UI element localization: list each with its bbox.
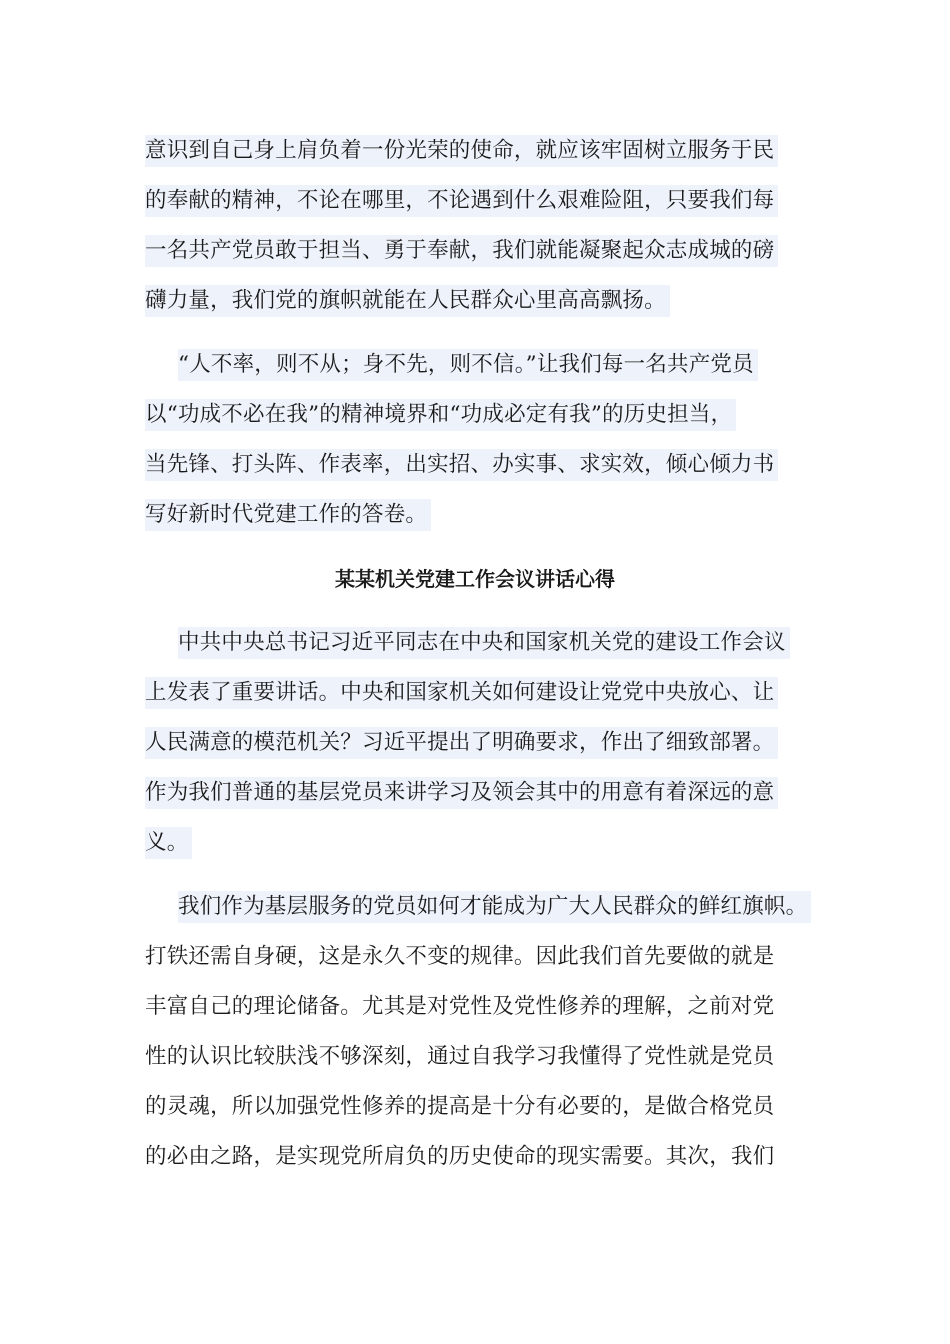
paragraph-2-line-1: “人不率，则不从；身不先，则不信。”让我们每一名共产党员 — [178, 349, 758, 381]
paragraph-1-line-2: 的奉献的精神，不论在哪里，不论遇到什么艰难险阻，只要我们每 — [145, 185, 778, 217]
paragraph-4-line-1: 我们作为基层服务的党员如何才能成为广大人民群众的鲜红旗帜。 — [178, 891, 811, 923]
paragraph-4-line-2: 打铁还需自身硬，这是永久不变的规律。因此我们首先要做的就是 — [145, 944, 775, 969]
paragraph-3-line-3: 人民满意的模范机关？习近平提出了明确要求，作出了细致部署。 — [145, 727, 778, 759]
paragraph-3-line-5: 义。 — [145, 827, 192, 859]
paragraph-2-line-3: 当先锋、打头阵、作表率，出实招、办实事、求实效，倾心倾力书 — [145, 449, 778, 481]
paragraph-2-line-2: 以“功成不必在我”的精神境界和“功成必定有我”的历史担当， — [145, 399, 736, 431]
paragraph-3-line-1: 中共中央总书记习近平同志在中央和国家机关党的建设工作会议 — [178, 627, 790, 659]
paragraph-4-line-3: 丰富自己的理论储备。尤其是对党性及党性修养的理解，之前对党 — [145, 994, 775, 1019]
paragraph-2-line-4: 写好新时代党建工作的答卷。 — [145, 499, 431, 531]
paragraph-1-line-1: 意识到自己身上肩负着一份光荣的使命，就应该牢固树立服务于民 — [145, 135, 778, 167]
paragraph-4-line-4: 性的认识比较肤浅不够深刻，通过自我学习我懂得了党性就是党员 — [145, 1044, 775, 1069]
paragraph-3-line-2: 上发表了重要讲话。中央和国家机关如何建设让党党中央放心、让 — [145, 677, 778, 709]
section-title: 某某机关党建工作会议讲话心得 — [335, 567, 615, 591]
paragraph-3-line-4: 作为我们普通的基层党员来讲学习及领会其中的用意有着深远的意 — [145, 777, 778, 809]
paragraph-1-line-4: 礴力量，我们党的旗帜就能在人民群众心里高高飘扬。 — [145, 285, 670, 317]
paragraph-1-line-3: 一名共产党员敢于担当、勇于奉献，我们就能凝聚起众志成城的磅 — [145, 235, 778, 267]
paragraph-4-line-6: 的必由之路，是实现党所肩负的历史使命的现实需要。其次，我们 — [145, 1144, 775, 1169]
paragraph-4-line-5: 的灵魂，所以加强党性修养的提高是十分有必要的，是做合格党员 — [145, 1094, 775, 1119]
